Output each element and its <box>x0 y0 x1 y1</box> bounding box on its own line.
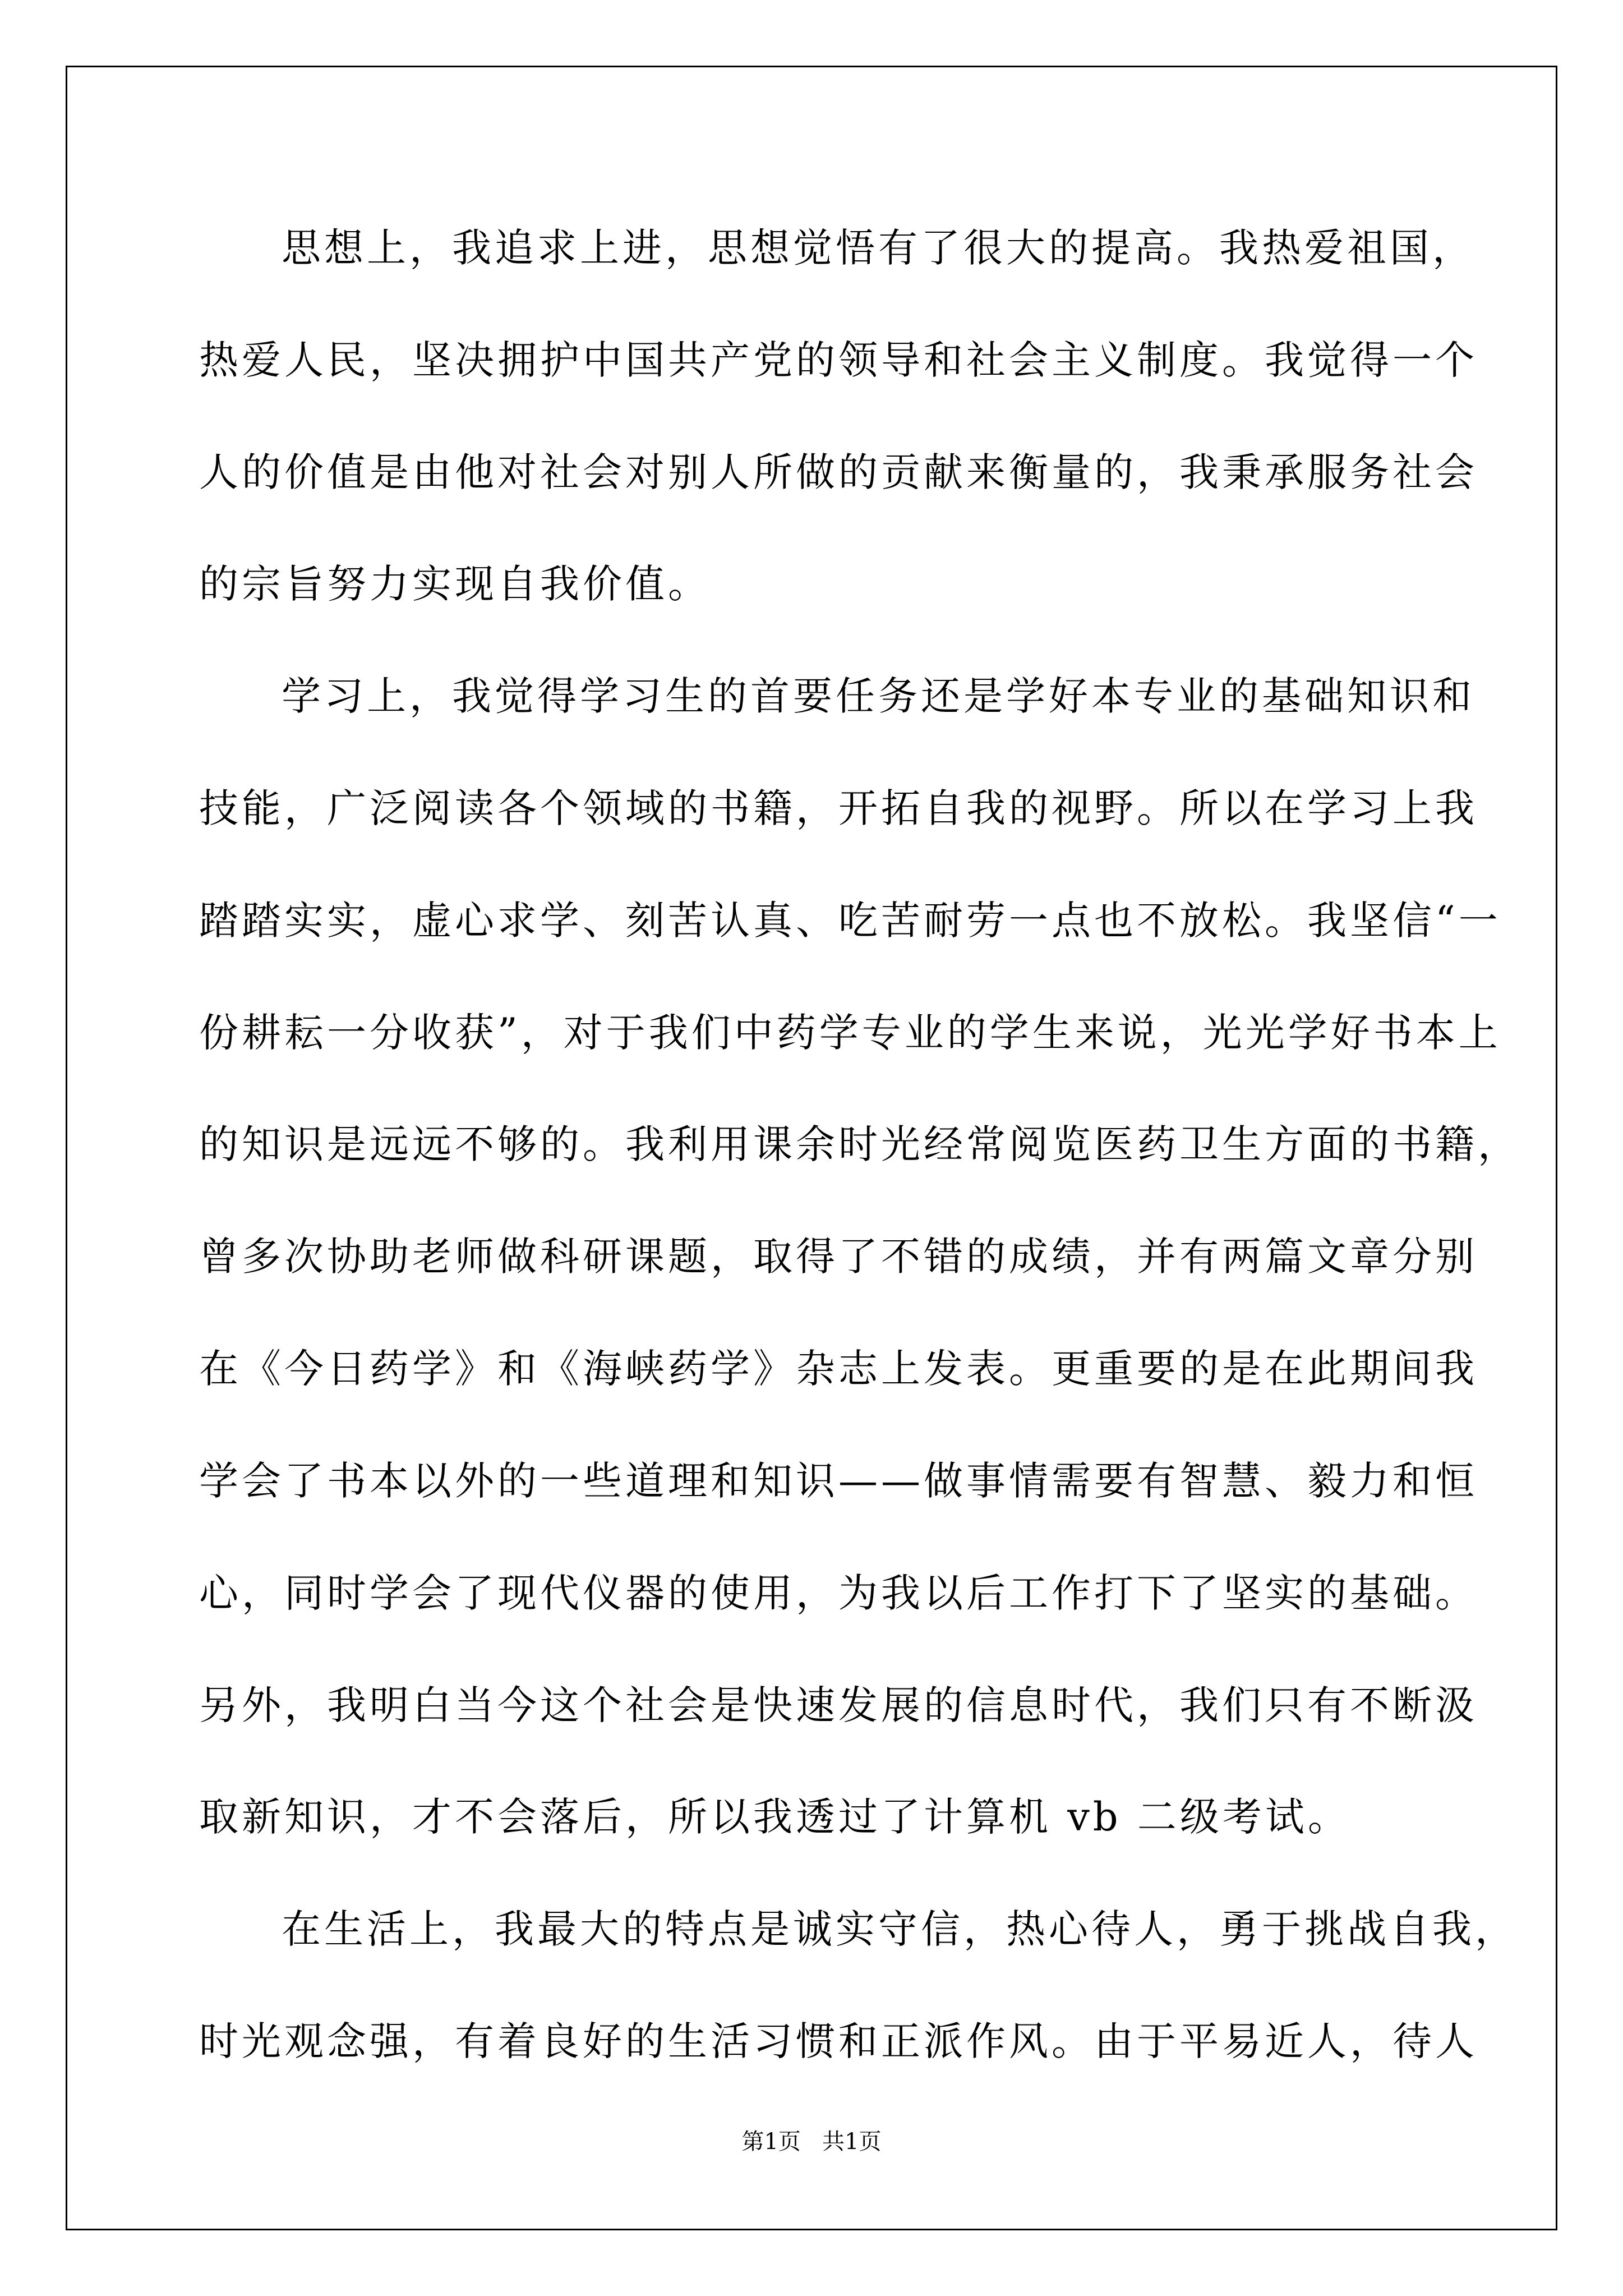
paragraph-1-line-3: 人的价值是由他对社会对别人所做的贡献来衡量的，我秉承服务社会 <box>199 449 1478 495</box>
paragraph-1-line-4: 的宗旨努力实现自我价值。 <box>199 561 711 607</box>
paragraph-2-line-2: 技能，广泛阅读各个领域的书籍，开拓自我的视野。所以在学习上我 <box>199 785 1478 831</box>
paragraph-3-line-2: 时光观念强，有着良好的生活习惯和正派作风。由于平易近人，待人 <box>199 2018 1478 2064</box>
paragraph-2-line-9: 心，同时学会了现代仪器的使用，为我以后工作打下了坚实的基础。 <box>199 1570 1478 1616</box>
paragraph-2-line-1: 学习上，我觉得学习生的首要任务还是学好本专业的基础知识和 <box>282 673 1475 719</box>
paragraph-2-line-10: 另外，我明白当今这个社会是快速发展的信息时代，我们只有不断汲 <box>199 1682 1478 1728</box>
paragraph-3-line-1: 在生活上，我最大的特点是诚实守信，热心待人，勇于挑战自我， <box>282 1906 1518 1952</box>
paragraph-2-line-11: 取新知识，才不会落后，所以我透过了计算机 vb 二级考试。 <box>199 1794 1350 1840</box>
paragraph-2-line-3: 踏踏实实，虚心求学、刻苦认真、吃苦耐劳一点也不放松。我坚信“一 <box>199 898 1501 944</box>
paragraph-2-line-6: 曾多次协助老师做科研课题，取得了不错的成绩，并有两篇文章分别 <box>199 1234 1478 1280</box>
paragraph-2-line-8: 学会了书本以外的一些道理和知识——做事情需要有智慧、毅力和恒 <box>199 1458 1478 1504</box>
paragraph-2-line-7: 在《今日药学》和《海峡药学》杂志上发表。更重要的是在此期间我 <box>199 1346 1478 1392</box>
paragraph-1-line-2: 热爱人民，坚决拥护中国共产党的领导和社会主义制度。我觉得一个 <box>199 337 1478 383</box>
paragraph-1-line-1: 思想上，我追求上进，思想觉悟有了很大的提高。我热爱祖国， <box>282 225 1475 271</box>
paragraph-2-line-5: 的知识是远远不够的。我利用课余时光经常阅览医药卫生方面的书籍， <box>199 1121 1520 1167</box>
paragraph-2-line-4: 份耕耘一分收获”，对于我们中药学专业的学生来说，光光学好书本上 <box>199 1010 1501 1056</box>
page-footer: 第1页 共1页 <box>741 2129 882 2155</box>
